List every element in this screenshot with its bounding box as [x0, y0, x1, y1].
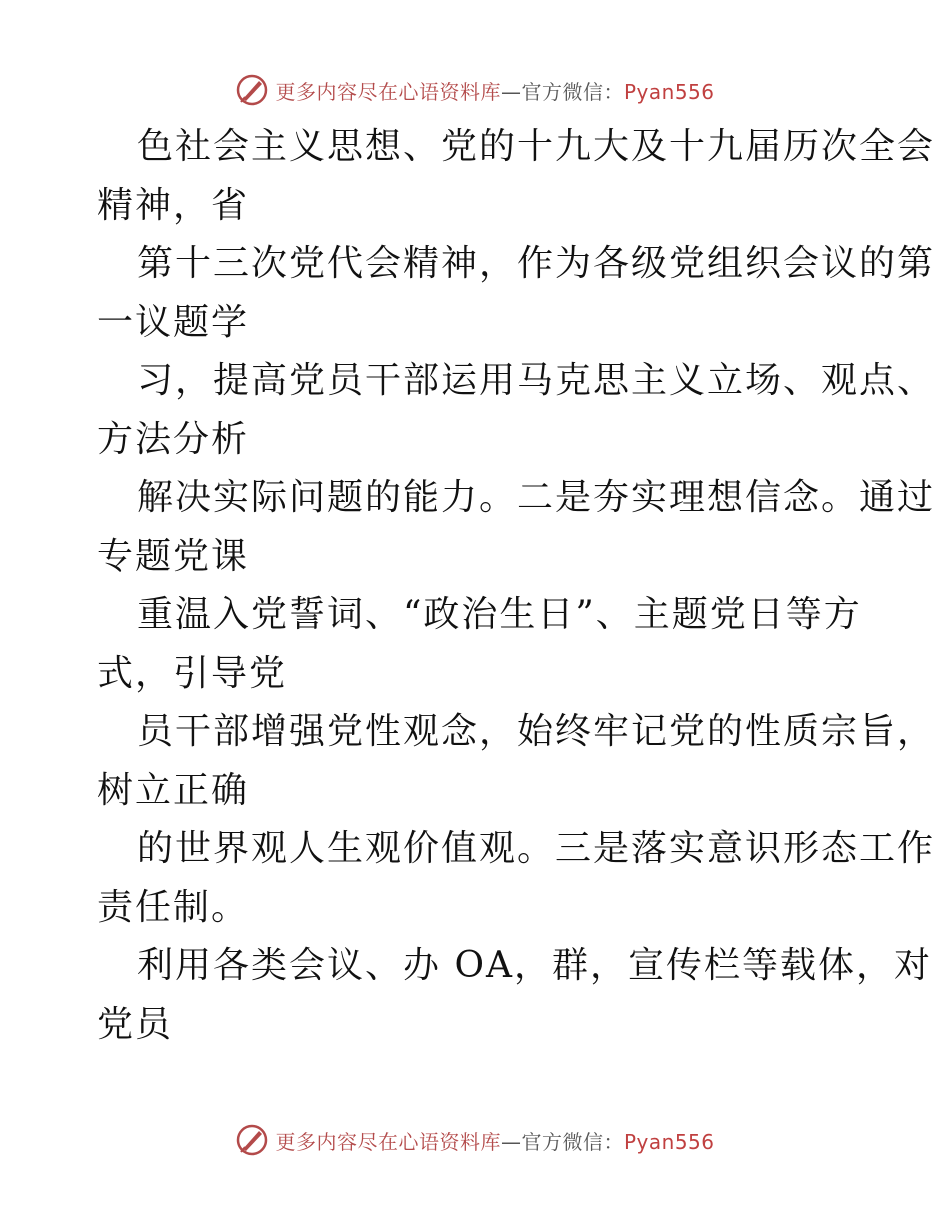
banner-brand: 更多内容尽在心语资料库 [275, 1129, 501, 1154]
banner-wechat-id: Pyan556 [623, 79, 715, 104]
banner-brand: 更多内容尽在心语资料库 [275, 79, 501, 104]
banner-official-label: 官方微信： [521, 79, 624, 104]
body-line: 习，提高党员干部运用马克思主义立场、观点、 [137, 360, 936, 401]
body-line: 利用各类会议、办 OA，群，宣传栏等载体，对 [137, 945, 932, 986]
body-line: 重温入党誓词、“政治生日”、主题党日等方 [137, 594, 862, 635]
body-line: 的世界观人生观价值观。三是落实意识形态工作 [137, 828, 936, 869]
body-line: 树立正确 [97, 769, 250, 811]
body-line: 党员 [97, 1003, 174, 1045]
quill-pen-logo-icon [235, 1123, 269, 1157]
body-line: 第十三次党代会精神，作为各级党组织会议的第 [137, 243, 936, 284]
body-line: 专题党课 [97, 535, 250, 577]
body-line: 方法分析 [97, 418, 250, 460]
footer-banner [0, 1120, 950, 1160]
body-line: 精神，省 [97, 184, 250, 226]
banner-official-label: 官方微信： [521, 1129, 624, 1154]
banner-wechat-id: Pyan556 [623, 1129, 715, 1154]
body-line: 式，引导党 [97, 652, 288, 694]
banner-text [275, 76, 714, 105]
body-line: 解决实际问题的能力。二是夯实理想信念。通过 [137, 477, 936, 518]
banner-dash: — [500, 1129, 522, 1154]
body-line: 一议题学 [97, 301, 250, 343]
body-line: 员干部增强党性观念，始终牢记党的性质宗旨， [137, 711, 936, 752]
banner-dash: — [500, 79, 522, 104]
document-body [97, 118, 936, 1054]
body-line: 色社会主义思想、党的十九大及十九届历次全会 [137, 126, 936, 167]
quill-pen-logo-icon [235, 73, 269, 107]
banner-text [275, 1126, 714, 1155]
body-line: 责任制。 [97, 886, 250, 928]
header-banner [0, 70, 950, 110]
